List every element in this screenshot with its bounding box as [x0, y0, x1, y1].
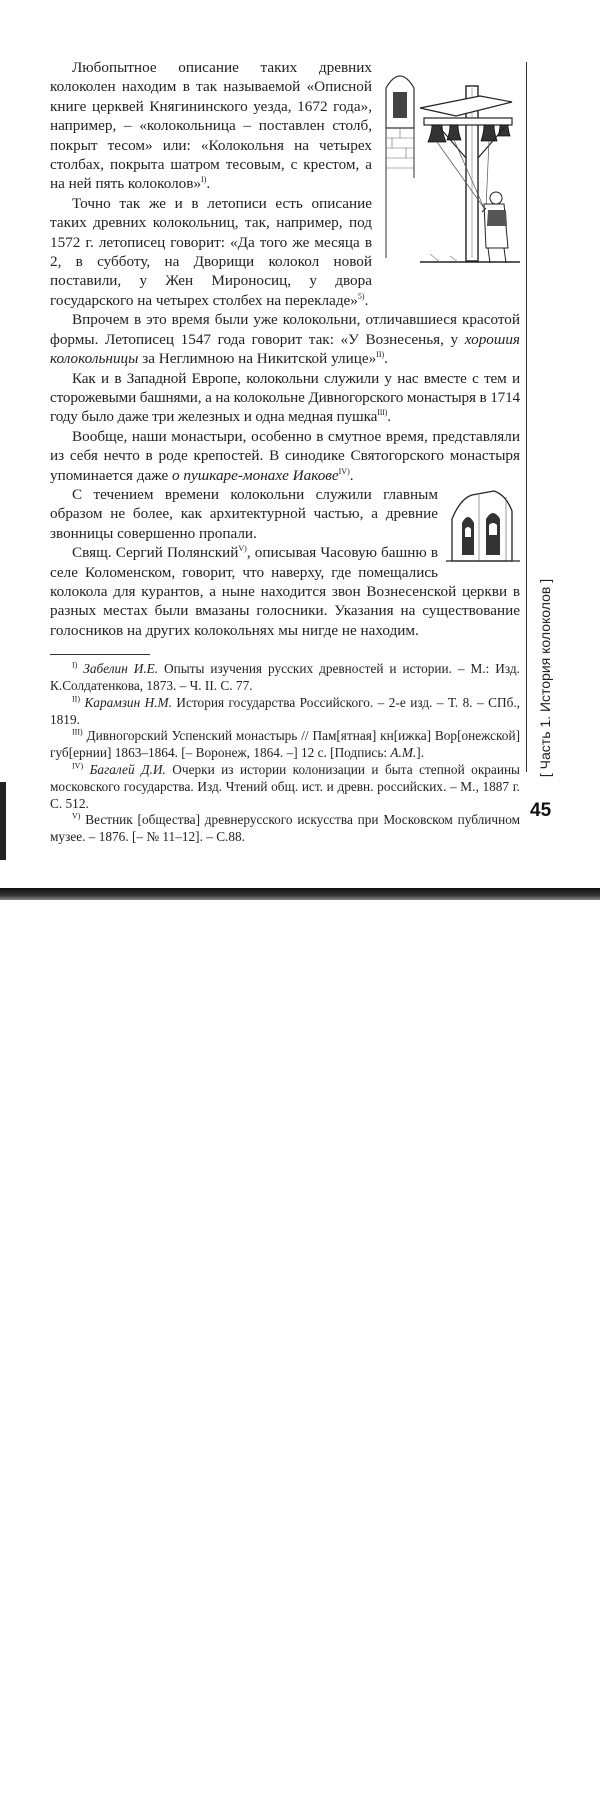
paragraph-3: Впрочем в это время были уже колокольни, отличавшиеся красотой формы. Летописец 1547 года говорит так: «У Вознесенья, у хорошия колокольницы за Неглимною на Никитской улице»$^{II)}$.	[50, 311, 520, 368]
footnote-2: $^{II)}$ Карамзин Н.М. История государства Российского. – 2-е изд. – Т. 8. – СПб., 1819.	[50, 694, 520, 727]
paragraph-1: Любопытное описание таких древних колоколен находим в так называемой «Описной книге церквей Княгининского уезда, 1672 года», например, – «колокольница – поставлен столб, покрыт тесом» или: «Колокольня на четырех столбах, покрыта шатром тесовым, с крестом, а на ней пять колоколов»$^{I)}$.	[50, 59, 372, 193]
footnote-ref-4[interactable]: IV)	[338, 466, 350, 476]
paragraph-7: Свящ. Сергий Полянский$^{V)}$, описывая Часовую башню в селе Коломенском, говорит, что наверху, где помещались колокола для курантов, а ныне находится звон Вознесенской церкви в разных местах были вмазаны голосники. Указания на существование голосников на других колокольнях мы нигде не находим.	[50, 544, 520, 639]
paragraph-5: Вообще, наши монастыри, особенно в смутное время, представляли из себя нечто в роде крепостей. В синодике Святогорского монастыря упоминается даже о пушкаре-монахе Иакове$^{IV)}$.	[50, 427, 520, 484]
footnote-separator	[50, 654, 150, 655]
footnote-3: $^{III)}$ Дивногорский Успенский монастырь // Пам[ятная] кн[ижка] Вор[онежской] губ[ернии] 1863–1864. [– Воронеж, 1864. –] 12 с. [Подпись: А.М.].	[50, 727, 520, 761]
scan-edge-mark	[0, 782, 6, 860]
running-section-title: [ Часть 1. История колоколов ]	[537, 578, 553, 778]
footnote-ref-3[interactable]: III)	[377, 408, 388, 418]
paragraph-4: Как и в Западной Европе, колокольни служили у нас вместе с тем и сторожевыми башнями, а на колокольне Дивногорского монастыря в 1714 году было даже три железных и одна медная пушка$^{III)}$.	[50, 369, 520, 426]
scan-bottom-edge	[0, 888, 600, 900]
footnote-5: $^{V)}$ Вестник [общества] древнерусского искусства при Московском публичном музее. – 1876. [– № 11–12]. – С.88.	[50, 811, 521, 845]
margin-rule	[526, 62, 527, 772]
book-page	[0, 0, 600, 900]
bell-tower-illustration	[446, 485, 520, 565]
footnote-1: $^{I)}$ Забелин И.Е. Опыты изучения русских древностей и истории. – М.: Изд. К.Солдатенкова, 1873. – Ч. II. С. 77.	[50, 660, 520, 693]
footnote-4: $^{IV)}$ Багалей Д.И. Очерки из истории колонизации и быта степной окраины московского государства. Изд. Чтений общ. ист. и древн. российских. – М., 1887 г. С. 512.	[50, 761, 520, 811]
footnote-ref-5[interactable]: 5)	[357, 291, 365, 301]
paragraph-2: Точно так же и в летописи есть описание таких древних колокольниц, так, например, под 1572 г. летописец говорит: «Да того же месяца в 2, в субботу, на Дворищи колокол новой поставили, у Жен Мироносиц, у двора государского на четырех столбех на перекладе»$^{5)}$.	[50, 194, 372, 309]
page-number: 45	[530, 800, 552, 821]
paragraph-6: С течением времени колокольни служили главным образом не более, как архитектурной частью, а древние звонницы совершенно пропали.	[50, 485, 438, 542]
footnote-ref-2[interactable]: II)	[376, 350, 385, 360]
bell-post-illustration	[380, 58, 520, 268]
footnote-ref-5b[interactable]: V)	[238, 544, 247, 554]
footnote-ref-1[interactable]: I)	[201, 175, 207, 185]
main-text-column	[50, 58, 520, 846]
